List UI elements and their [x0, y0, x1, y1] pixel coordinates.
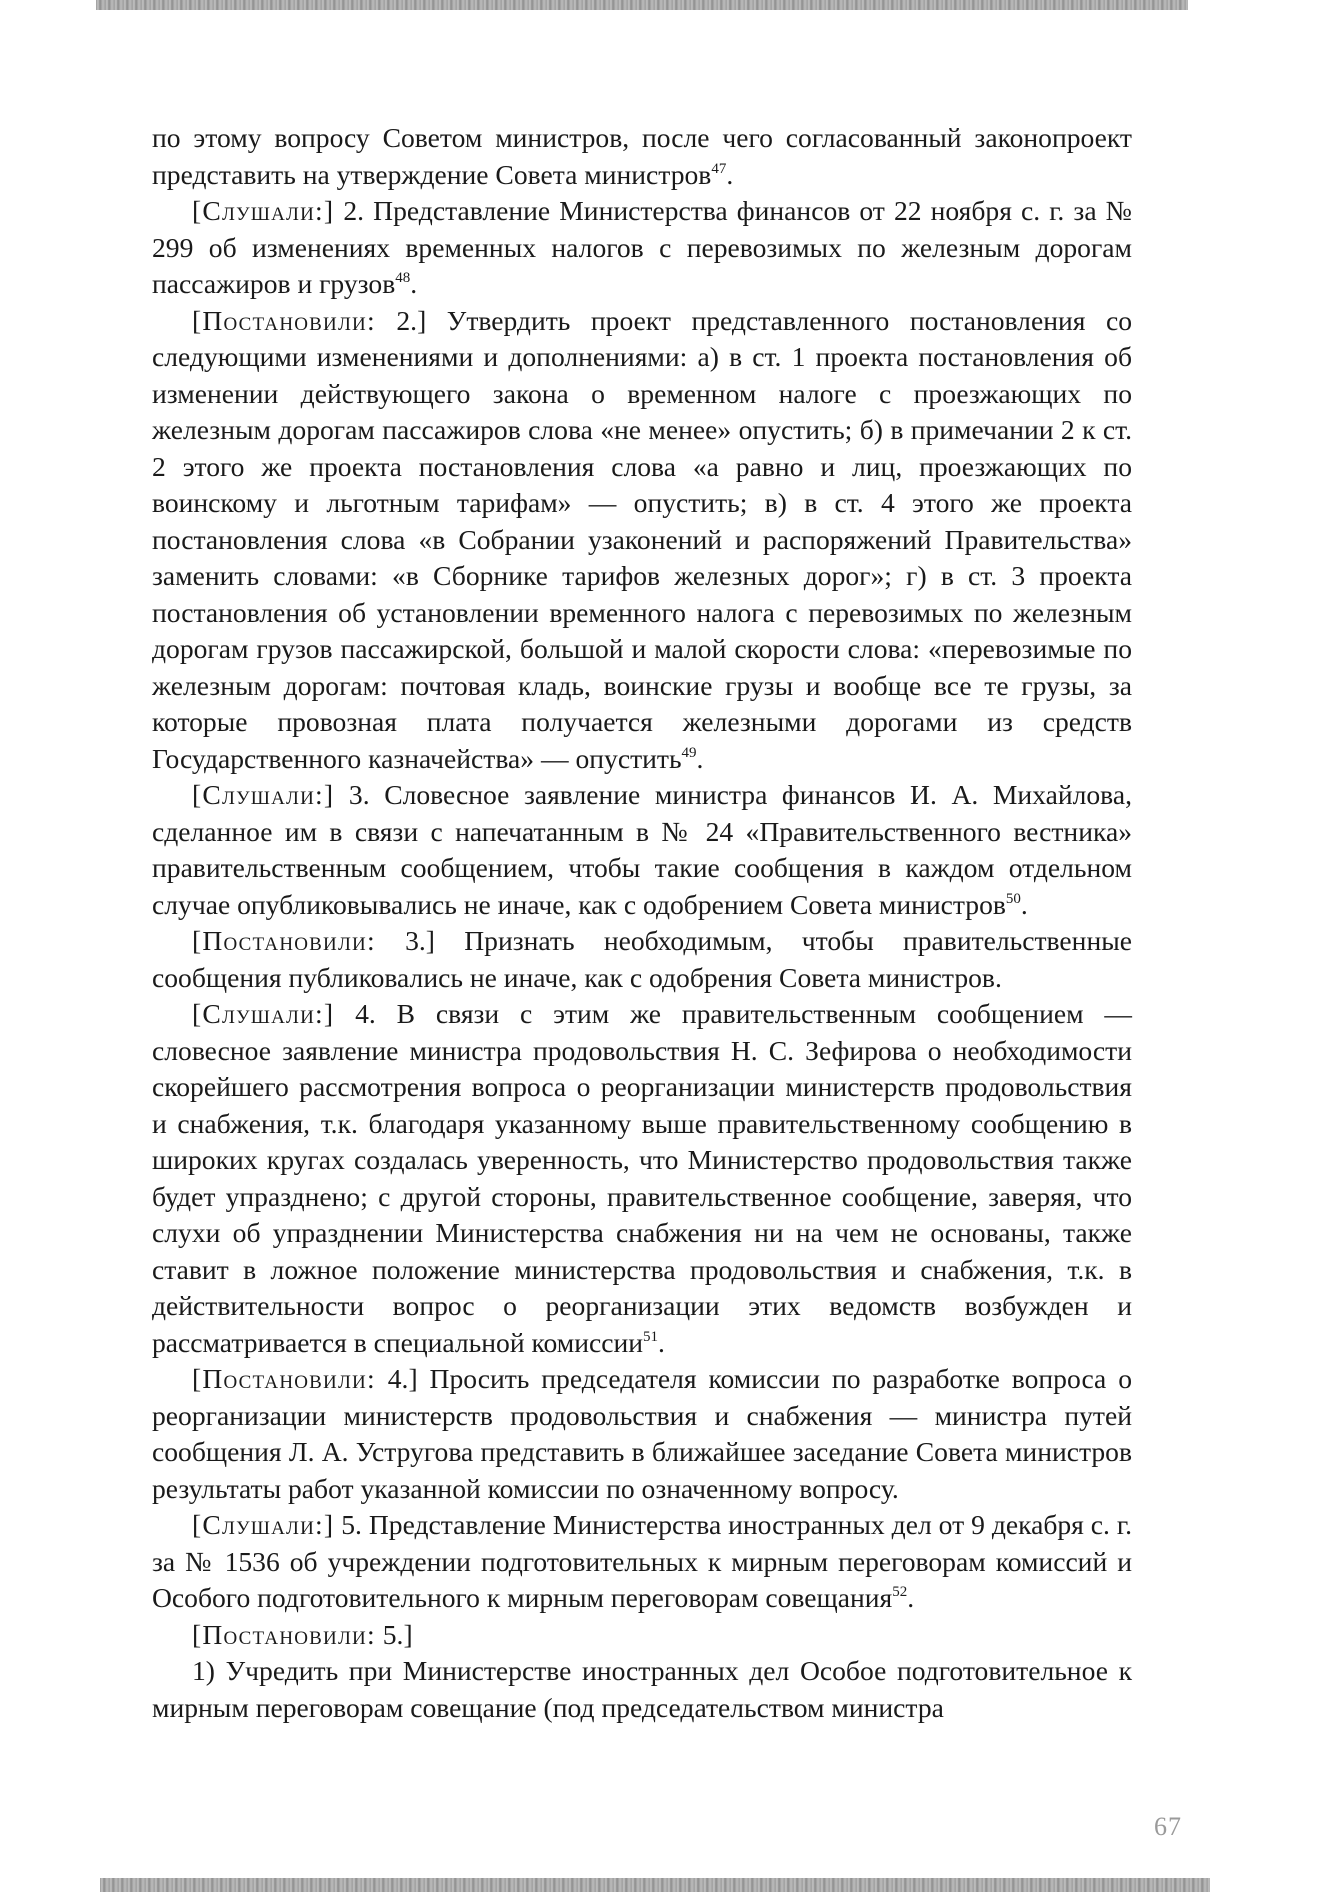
footnote-ref[interactable]: 49 [681, 744, 697, 761]
footnote-ref[interactable]: 50 [1005, 890, 1021, 907]
paragraph-heard-4: [Слушали:] 4. В связи с этим же правительственным сообщением — словесное заявление министра продовольствия Н. С. Зефирова о необходимости скорейшего рассмотрения вопроса о реорганизации министерств продовольствия и снабжения, т.к. благодаря указанному выше правительственному сообщению в широких кругах создалась уверенность, что Министерство продовольствия также будет упразднено; с другой стороны, правительственное сообщение, заверяя, что слухи об упразднении Министерства снабжения ни на чем не основаны, также ставит в ложное положение министерства продовольствия и снабжения, т.к. в действительности вопрос о реорганизации этих ведомств возбужден и рассматривается в специальной комиссии$^{51}$. [152, 998, 1132, 1358]
paragraph-heard-5: [Слушали:] 5. Представление Министерства иностранных дел от 9 декабря с. г. за № 1536 об учреждении подготовительных к мирным переговорам комиссий и Особого подготовительного к мирным переговорам совещания$^{52}$. [152, 1509, 1132, 1613]
page-number: 67 [1154, 1812, 1182, 1841]
paragraph-1: по этому вопросу Советом министров, после чего согласованный законопроект представить на утверждение Совета министров$^{47}$. [152, 122, 1132, 190]
label-resolved: [Постановили: [192, 304, 376, 336]
footnote-ref[interactable]: 51 [643, 1328, 659, 1345]
paragraph-heard-2: [Слушали:] 2. Представление Министерства финансов от 22 ноября с. г. за № 299 об изменениях временных налогов с перевозимых по железным дорогам пассажиров и грузов$^{48}$. [152, 195, 1132, 299]
footnote-ref[interactable]: 52 [892, 1584, 908, 1600]
paragraph-resolved-4: [Постановили: 4.] Просить председателя комиссии по разработке вопроса о реорганизации министерств продовольствия и снабжения — министра путей сообщения Л. А. Устругова представить в ближайшее заседание Совета министров результаты работ указанной комиссии по означенному вопросу. [152, 1363, 1132, 1504]
paragraph-heard-3: [Слушали:] 3. Словесное заявление министра финансов И. А. Михайлова, сделанное им в связи с напечатанным в № 24 «Правительственного вестника» правительственным сообщением, чтобы такие сообщения в каждом отдельном случае опубликовывались не иначе, как с одобрением Совета министров$^{50}$. [152, 779, 1132, 920]
paragraph-resolved-3: [Постановили: 3.] Признать необходимым, чтобы правительственные сообщения публиковались не иначе, как с одобрения Совета министров. [152, 925, 1132, 993]
label-heard: [Слушали:] [192, 1509, 335, 1540]
scan-edge-top [96, 0, 1188, 10]
page-body [152, 120, 1132, 1726]
label-heard: [Слушали:] [192, 998, 335, 1029]
label-heard: [Слушали:] [192, 779, 335, 810]
label-resolved: [Постановили: [192, 925, 376, 956]
paragraph-resolved-5: [Постановили: 5.] [192, 1618, 413, 1650]
paragraph-item-1: 1) Учредить при Министерстве иностранных дел Особое подготовительное к мирным переговорам совещание (под председательством министра [152, 1655, 1132, 1723]
label-heard: [Слушали:] [192, 195, 335, 226]
footnote-ref[interactable]: 48 [395, 270, 411, 286]
label-resolved: [Постановили: [192, 1618, 376, 1650]
label-resolved: [Постановили: [192, 1363, 376, 1394]
scan-edge-bottom [100, 1878, 1210, 1892]
paragraph-resolved-2: [Постановили: 2.] Утвердить проект представленного постановления со следующими изменениями и дополнениями: а) в ст. 1 проекта постановления об изменении действующего закона о временном налоге с проезжающих по железным дорогам пассажиров слова «не менее» опустить; б) в примечании 2 к ст. 2 этого же проекта постановления слова «а равно и лиц, проезжающих по воинскому и льготным тарифам» — опустить; в) в ст. 4 этого же проекта постановления слова «в Собрании узаконений и распоряжений Правительства» заменить словами: «в Сборнике тарифов железных дорог»; г) в ст. 3 проекта постановления об установлении временного налога с перевозимых по железным дорогам грузов пассажирской, большой и малой скорости слова: «перевозимые по железным дорогам: почтовая кладь, воинские грузы и вообще все те грузы, за которые провозная плата получается железными дорогами из средств Государственного казначейства» — опустить$^{49}$. [152, 304, 1132, 774]
footnote-ref[interactable]: 47 [711, 160, 727, 177]
